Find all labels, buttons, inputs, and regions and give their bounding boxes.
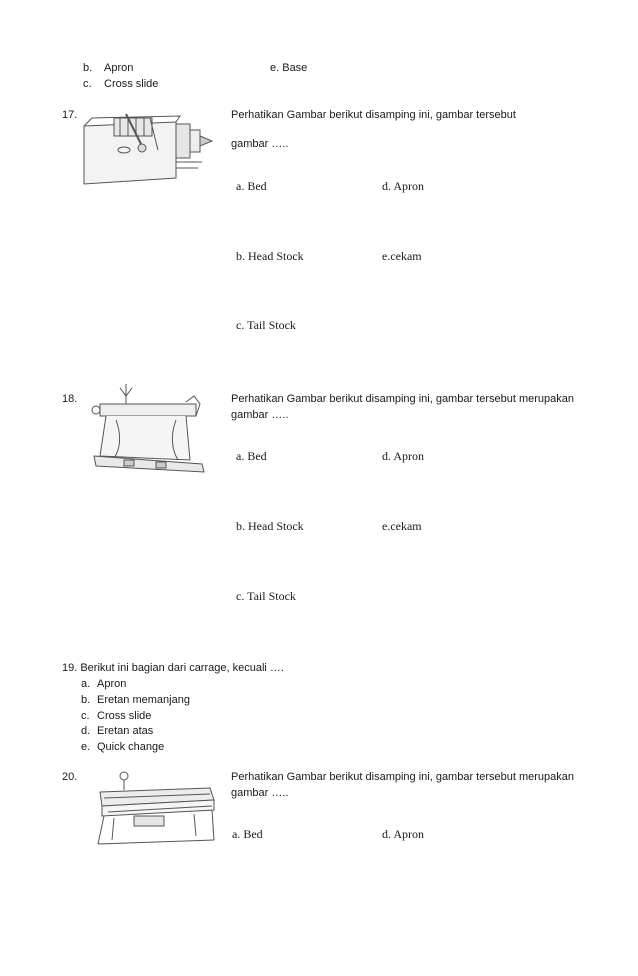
lathe-bed-figure [94, 770, 216, 846]
question-20-option-a[interactable]: a. Bed [232, 827, 263, 841]
question-18-option-b[interactable]: b. Head Stock [236, 519, 304, 533]
question-19-prompt: 19. Berikut ini bagian dari carrage, kecuali …. [62, 662, 284, 674]
question-19-option-letter-e: e. [81, 741, 91, 753]
tailstock-figure [86, 380, 214, 480]
question-18-number: 18. [62, 393, 78, 405]
question-19-option-letter-d: d. [81, 725, 91, 737]
question-20-option-d[interactable]: d. Apron [382, 827, 424, 841]
question-19-option-letter-c: c. [81, 710, 90, 722]
option-text-cross-slide: Cross slide [104, 78, 159, 90]
headstock-figure [80, 106, 216, 186]
question-17-option-a[interactable]: a. Bed [236, 179, 267, 193]
question-17-option-b[interactable]: b. Head Stock [236, 249, 304, 263]
question-17-prompt-line2: gambar ….. [231, 138, 289, 150]
question-18-option-d[interactable]: d. Apron [382, 449, 424, 463]
option-letter-c: c. [83, 78, 92, 90]
question-19-option-b[interactable]: Eretan memanjang [97, 694, 190, 706]
question-19-option-a[interactable]: Apron [97, 678, 127, 690]
option-letter-b: b. [83, 62, 93, 74]
question-19-option-letter-b: b. [81, 694, 91, 706]
question-19-option-e[interactable]: Quick change [97, 741, 165, 753]
question-17-prompt-line1: Perhatikan Gambar berikut disamping ini, gambar tersebut [231, 109, 516, 121]
question-18-option-e[interactable]: e.cekam [382, 519, 422, 533]
question-18-prompt-line1: Perhatikan Gambar berikut disamping ini, gambar tersebut merupakan [231, 393, 575, 405]
question-19-option-letter-a: a. [81, 678, 91, 690]
question-17-option-c[interactable]: c. Tail Stock [236, 318, 296, 332]
question-20-prompt-line2: gambar ….. [231, 787, 289, 799]
option-text-apron: Apron [104, 62, 134, 74]
question-17-option-d[interactable]: d. Apron [382, 179, 424, 193]
question-18-option-a[interactable]: a. Bed [236, 449, 267, 463]
question-20-prompt-line1: Perhatikan Gambar berikut disamping ini, gambar tersebut merupakan [231, 771, 575, 783]
question-19-option-d[interactable]: Eretan atas [97, 725, 154, 737]
question-18-prompt-line2: gambar ….. [231, 409, 289, 421]
question-19-option-c[interactable]: Cross slide [97, 710, 152, 722]
question-20-number: 20. [62, 771, 78, 783]
option-text-base: e. Base [270, 62, 308, 74]
question-18-option-c[interactable]: c. Tail Stock [236, 589, 296, 603]
question-17-number: 17. [62, 109, 78, 121]
question-17-option-e[interactable]: e.cekam [382, 249, 422, 263]
